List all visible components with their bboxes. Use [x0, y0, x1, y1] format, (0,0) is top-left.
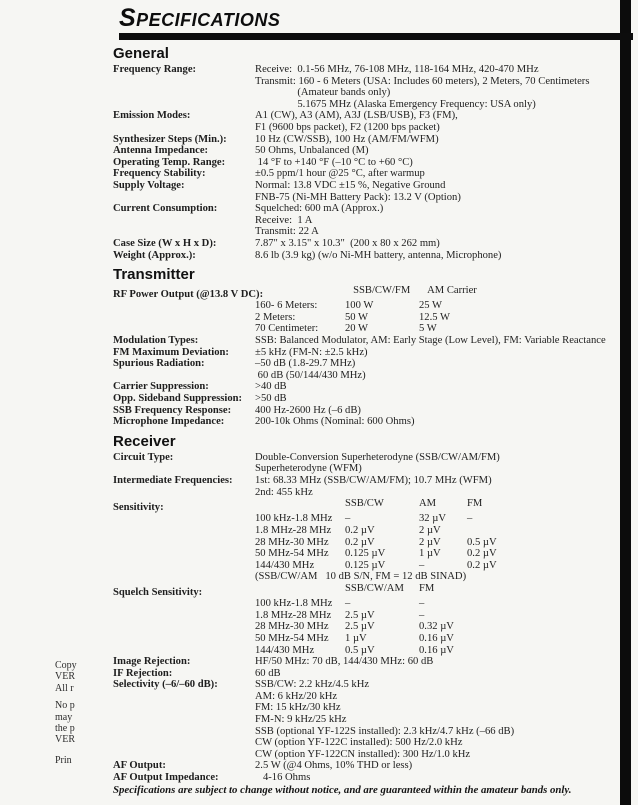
- spec-row: [113, 312, 619, 324]
- spec-value: [255, 537, 619, 549]
- spec-value: [255, 76, 619, 88]
- spec-cell: Transmit: 160 - 6 Meters (USA: Includes 60 meters), 2 Meters, 70 Centimeters: [255, 75, 590, 87]
- spec-label: SSB Frequency Response:: [113, 404, 232, 416]
- spec-row: [113, 405, 619, 417]
- spec-row: [113, 571, 619, 583]
- spec-row: [113, 702, 619, 714]
- spec-row: [113, 513, 619, 525]
- spec-cell: CW (option YF-122C installed): 500 Hz/2.0 kHz: [255, 737, 463, 749]
- spec-label: Squelch Sensitivity:: [113, 586, 203, 598]
- footer-disclaimer: Specifications are subject to change without notice, and are guaranteed within the amateur bands only.: [113, 784, 572, 796]
- spec-value: [255, 99, 619, 111]
- spec-row: [113, 463, 619, 475]
- spec-row: [113, 598, 619, 610]
- spec-label: AF Output:: [113, 760, 166, 772]
- spec-value: [255, 463, 619, 475]
- spec-row: [113, 180, 619, 192]
- spec-cell: 25 W: [419, 300, 443, 312]
- spec-cell: –: [467, 513, 473, 525]
- spec-cell: 100 W: [345, 300, 374, 312]
- spec-cell: Squelched: 600 mA (Approx.): [255, 203, 384, 215]
- spec-rows-transmitter: [113, 285, 619, 428]
- spec-row: [113, 760, 619, 772]
- spec-value: [255, 487, 619, 499]
- spec-value: [263, 285, 619, 297]
- spec-row: [113, 323, 619, 335]
- spec-label: Operating Temp. Range:: [113, 156, 226, 168]
- spec-label: Frequency Stability:: [113, 168, 206, 180]
- spec-cell: FM-N: 9 kHz/25 kHz: [255, 714, 347, 726]
- copyright-margin-fragments: [55, 660, 110, 766]
- spec-value: [255, 691, 619, 703]
- spec-row: [113, 560, 619, 572]
- spec-cell: –50 dB (1.8-29.7 MHz): [255, 358, 356, 370]
- spec-row: [113, 335, 619, 347]
- spec-cell: SSB (optional YF-122S installed): 2.3 kHz/4.7 kHz (–66 dB): [255, 725, 515, 737]
- spec-value: [255, 633, 619, 645]
- spec-cell: 100 kHz-1.8 MHz: [255, 598, 333, 610]
- spec-row: [113, 498, 619, 513]
- spec-cell: CW (option YF-122CN installed): 300 Hz/1.0 kHz: [255, 748, 471, 760]
- spec-value: [255, 726, 619, 738]
- spec-label: Carrier Suppression:: [113, 381, 209, 393]
- spec-label: Spurious Radiation:: [113, 358, 205, 370]
- spec-cell: SSB/CW/AM: [345, 582, 404, 594]
- spec-cell: SSB/CW: [345, 498, 384, 510]
- spec-label: Antenna Impedance:: [113, 145, 209, 157]
- spec-row: [113, 250, 619, 262]
- spec-label: Sensitivity:: [113, 501, 164, 513]
- spec-label: Opp. Sideband Suppression:: [113, 393, 243, 405]
- margin-fragment: No p: [55, 700, 75, 712]
- spec-cell: [255, 498, 345, 510]
- spec-value: [255, 393, 619, 405]
- spec-value: [255, 598, 619, 610]
- spec-label: Image Rejection:: [113, 656, 191, 668]
- spec-value: [255, 215, 619, 227]
- spec-value: [255, 192, 619, 204]
- spec-row: [113, 610, 619, 622]
- spec-value: [255, 405, 619, 417]
- spec-row: [113, 99, 619, 111]
- spec-cell: 100 kHz-1.8 MHz: [255, 513, 333, 525]
- spec-value: [255, 772, 619, 784]
- spec-label: IF Rejection:: [113, 667, 173, 679]
- spec-cell: 28 MHz-30 MHz: [255, 621, 329, 633]
- spec-row: [113, 168, 619, 180]
- spec-label: Frequency Range:: [113, 64, 197, 75]
- spec-cell: 20 W: [345, 323, 369, 335]
- spec-cell: F1 (9600 bps packet), F2 (1200 bps packet): [255, 121, 440, 133]
- spec-row: [113, 370, 619, 382]
- spec-row: [113, 381, 619, 393]
- spec-cell: 0.125 µV: [345, 548, 386, 560]
- spec-cell: FNB-75 (Ni-MH Battery Pack): 13.2 V (Option): [255, 191, 461, 203]
- spec-cell: [263, 285, 353, 297]
- margin-fragment: may: [55, 711, 73, 723]
- spec-cell: –: [345, 598, 351, 610]
- spec-value: [255, 475, 619, 487]
- spec-value: [255, 370, 619, 382]
- spec-cell: >40 dB: [255, 381, 287, 393]
- spec-value: [255, 737, 619, 749]
- spec-row: [113, 749, 619, 761]
- spec-value: [255, 679, 619, 691]
- spec-cell: 2 µV: [419, 536, 441, 548]
- spec-value: [255, 226, 619, 238]
- spec-value: [255, 300, 619, 312]
- spec-row: [113, 87, 619, 99]
- spec-cell: 200-10k Ohms (Nominal: 600 Ohms): [255, 416, 415, 428]
- spec-row: [113, 679, 619, 691]
- spec-cell: 0.16 µV: [419, 632, 454, 644]
- spec-cell: 32 µV: [419, 513, 446, 525]
- margin-fragment: VER: [55, 734, 75, 746]
- spec-cell: [255, 583, 345, 595]
- spec-cell: Transmit: 22 A: [255, 226, 319, 238]
- spec-value: [255, 110, 619, 122]
- spec-row: [113, 300, 619, 312]
- spec-row: [113, 537, 619, 549]
- spec-cell: >50 dB: [255, 393, 287, 405]
- spec-value: [255, 668, 619, 680]
- spec-cell: 60 dB: [255, 667, 281, 679]
- spec-cell: 144/430 MHz: [255, 559, 315, 571]
- spec-value: [255, 157, 619, 169]
- spec-row: [113, 64, 619, 76]
- spec-row: [113, 475, 619, 487]
- spec-value: [255, 714, 619, 726]
- spec-cell: 14 °F to +140 °F (–10 °C to +60 °C): [255, 156, 413, 168]
- spec-cell: A1 (CW), A3 (AM), A3J (LSB/USB), F3 (FM),: [255, 110, 458, 122]
- spec-row: [113, 226, 619, 238]
- spec-cell: (Amateur bands only): [255, 87, 391, 99]
- spec-cell: SSB/CW/FM: [353, 285, 411, 297]
- spec-label: AF Output Impedance:: [113, 772, 219, 784]
- spec-label: Intermediate Frequencies:: [113, 475, 233, 486]
- spec-cell: 0.32 µV: [419, 621, 454, 633]
- spec-row: [113, 487, 619, 499]
- spec-cell: 0.5 µV: [345, 644, 375, 656]
- spec-row: [113, 714, 619, 726]
- spec-row: [113, 393, 619, 405]
- spec-cell: 70 Centimeter:: [255, 323, 319, 335]
- spec-cell: 5 W: [419, 323, 437, 335]
- spec-cell: HF/50 MHz: 70 dB, 144/430 MHz: 60 dB: [255, 656, 434, 668]
- spec-label: Supply Voltage:: [113, 179, 185, 191]
- spec-cell: FM: 15 kHz/30 kHz: [255, 702, 341, 714]
- spec-cell: 2.5 µV: [345, 609, 375, 621]
- spec-cell: 7.87" x 3.15" x 10.3" (200 x 80 x 262 mm): [255, 237, 440, 249]
- spec-cell: –: [345, 513, 351, 525]
- spec-row: [113, 656, 619, 668]
- spec-value: [255, 168, 619, 180]
- spec-value: [255, 64, 619, 76]
- spec-row: [113, 215, 619, 227]
- spec-row: [113, 737, 619, 749]
- margin-fragment: All r: [55, 682, 74, 694]
- spec-cell: (SSB/CW/AM 10 dB S/N, FM = 12 dB SINAD): [255, 571, 467, 583]
- spec-cell: 0.16 µV: [419, 644, 454, 656]
- spec-cell: 8.6 lb (3.9 kg) (w/o Ni-MH battery, antenna, Microphone): [255, 249, 502, 261]
- page-title: Specifications: [119, 4, 281, 32]
- spec-cell: 28 MHz-30 MHz: [255, 536, 329, 548]
- spec-value: [255, 203, 619, 215]
- section-heading-receiver: Receiver: [113, 432, 176, 450]
- spec-value: [255, 335, 619, 347]
- spec-value: [255, 250, 619, 262]
- spec-cell: Receive: 0.1-56 MHz, 76-108 MHz, 118-164 MHz, 420-470 MHz: [255, 64, 539, 75]
- spec-value: [255, 560, 619, 572]
- spec-value: [255, 180, 619, 192]
- spec-label: FM Maximum Deviation:: [113, 346, 229, 358]
- spec-value: [255, 571, 619, 583]
- spec-cell: 1st: 68.33 MHz (SSB/CW/AM/FM); 10.7 MHz (WFM): [255, 475, 492, 486]
- spec-value: [255, 452, 619, 464]
- spec-cell: Double-Conversion Superheterodyne (SSB/CW/AM/FM): [255, 451, 500, 463]
- page-content: [113, 5, 619, 784]
- spec-cell: AM: 6 kHz/20 kHz: [255, 690, 338, 702]
- spec-value: [255, 583, 619, 595]
- spec-value: [255, 134, 619, 146]
- spec-label: Current Consumption:: [113, 203, 218, 215]
- spec-cell: AM Carrier: [427, 285, 477, 297]
- spec-row: [113, 452, 619, 464]
- spec-value: [255, 760, 619, 772]
- margin-fragment: Prin: [55, 754, 72, 766]
- spec-cell: Receive: 1 A: [255, 214, 313, 226]
- spec-cell: 12.5 W: [419, 311, 450, 323]
- spec-value: [255, 749, 619, 761]
- spec-value: [255, 656, 619, 668]
- spec-row: [113, 238, 619, 250]
- spec-cell: 1.8 MHz-28 MHz: [255, 609, 332, 621]
- spec-rows-general: [113, 64, 619, 261]
- spec-cell: 0.5 µV: [467, 536, 497, 548]
- spec-cell: 1.8 MHz-28 MHz: [255, 524, 332, 536]
- spec-value: [255, 381, 619, 393]
- spec-row: [113, 772, 619, 784]
- section-heading-general: General: [113, 45, 169, 62]
- spec-cell: 2.5 µV: [345, 621, 375, 633]
- spec-row: [113, 347, 619, 359]
- section-general: [113, 46, 619, 261]
- spec-cell: 400 Hz-2600 Hz (–6 dB): [255, 404, 361, 416]
- spec-row: [113, 134, 619, 146]
- spec-cell: –: [419, 609, 425, 621]
- spec-cell: ±5 kHz (FM-N: ±2.5 kHz): [255, 346, 368, 358]
- spec-cell: AM: [419, 498, 437, 510]
- spec-value: [255, 87, 619, 99]
- spec-row: [113, 645, 619, 657]
- spec-cell: 160- 6 Meters:: [255, 300, 318, 312]
- spec-row: [113, 583, 619, 598]
- spec-row: [113, 76, 619, 88]
- spec-row: [113, 203, 619, 215]
- spec-cell: 0.2 µV: [467, 559, 497, 571]
- spec-cell: 50 MHz-54 MHz: [255, 548, 329, 560]
- spec-cell: FM: [467, 498, 483, 510]
- spec-value: [255, 347, 619, 359]
- section-receiver: [113, 434, 619, 784]
- spec-row: [113, 548, 619, 560]
- spec-row: [113, 691, 619, 703]
- spec-value: [255, 525, 619, 537]
- spec-value: [255, 323, 619, 335]
- spec-cell: –: [419, 559, 425, 571]
- spec-cell: 0.2 µV: [345, 524, 375, 536]
- spec-row: [113, 416, 619, 428]
- spec-cell: 4-16 Ohms: [255, 772, 311, 784]
- spec-label: Modulation Types:: [113, 335, 199, 347]
- spec-label: Circuit Type:: [113, 451, 174, 463]
- spec-cell: 1 µV: [345, 632, 367, 644]
- spec-value: [255, 645, 619, 657]
- spec-label: Weight (Approx.):: [113, 249, 196, 261]
- spec-cell: 2 µV: [419, 524, 441, 536]
- spec-value: [255, 358, 619, 370]
- spec-cell: 2nd: 455 kHz: [255, 486, 313, 498]
- spec-value: [255, 122, 619, 134]
- spec-cell: 144/430 MHz: [255, 644, 315, 656]
- spec-row: [113, 122, 619, 134]
- spec-cell: 60 dB (50/144/430 MHz): [255, 369, 366, 381]
- spec-cell: SSB/CW: 2.2 kHz/4.5 kHz: [255, 679, 370, 691]
- spec-value: [255, 238, 619, 250]
- spec-label: Synthesizer Steps (Min.):: [113, 133, 227, 145]
- spec-cell: –: [419, 598, 425, 610]
- spec-cell: 2 Meters:: [255, 311, 296, 323]
- spec-cell: 10 Hz (CW/SSB), 100 Hz (AM/FM/WFM): [255, 133, 439, 145]
- spec-row: [113, 358, 619, 370]
- spec-cell: 0.125 µV: [345, 559, 386, 571]
- spec-row: [113, 525, 619, 537]
- scan-edge-bar: [620, 0, 631, 805]
- spec-cell: 50 MHz-54 MHz: [255, 632, 329, 644]
- spec-value: [255, 621, 619, 633]
- spec-cell: Superheterodyne (WFM): [255, 463, 362, 475]
- section-heading-transmitter: Transmitter: [113, 266, 195, 284]
- spec-row: [113, 726, 619, 738]
- spec-value: [255, 498, 619, 510]
- spec-value: [255, 312, 619, 324]
- spec-cell: 0.2 µV: [345, 536, 375, 548]
- spec-row: [113, 285, 619, 300]
- spec-cell: ±0.5 ppm/1 hour @25 °C, after warmup: [255, 168, 425, 180]
- margin-fragment: the p: [55, 723, 75, 735]
- spec-value: [255, 702, 619, 714]
- spec-label: Emission Modes:: [113, 110, 191, 122]
- spec-cell: 50 W: [345, 311, 369, 323]
- margin-fragment: Copy: [55, 660, 77, 671]
- spec-value: [255, 416, 619, 428]
- title-underline-rule: [119, 33, 633, 40]
- spec-row: [113, 633, 619, 645]
- spec-rows-receiver: [113, 452, 619, 784]
- spec-cell: SSB: Balanced Modulator, AM: Early Stage (Low Level), FM: Variable Reactance: [255, 335, 606, 347]
- spec-label: Case Size (W x H x D):: [113, 237, 217, 249]
- spec-cell: 5.1675 MHz (Alaska Emergency Frequency: USA only): [255, 98, 536, 110]
- section-transmitter: [113, 267, 619, 428]
- spec-row: [113, 145, 619, 157]
- spec-label: Selectivity (–6/–60 dB):: [113, 679, 218, 691]
- spec-label: RF Power Output (@13.8 V DC):: [113, 288, 264, 300]
- spec-value: [255, 145, 619, 157]
- spec-row: [113, 621, 619, 633]
- spec-row: [113, 668, 619, 680]
- margin-fragment: VER: [55, 671, 75, 683]
- spec-cell: 50 Ohms, Unbalanced (M): [255, 145, 369, 157]
- spec-cell: 2.5 W (@4 Ohms, 10% THD or less): [255, 760, 413, 772]
- spec-cell: 1 µV: [419, 548, 441, 560]
- spec-value: [255, 610, 619, 622]
- spec-cell: FM: [419, 582, 435, 594]
- spec-row: [113, 192, 619, 204]
- spec-value: [255, 513, 619, 525]
- spec-cell: 0.2 µV: [467, 548, 497, 560]
- spec-value: [255, 548, 619, 560]
- spec-row: [113, 110, 619, 122]
- spec-cell: Normal: 13.8 VDC ±15 %, Negative Ground: [255, 179, 446, 191]
- spec-label: Microphone Impedance:: [113, 416, 225, 428]
- spec-row: [113, 157, 619, 169]
